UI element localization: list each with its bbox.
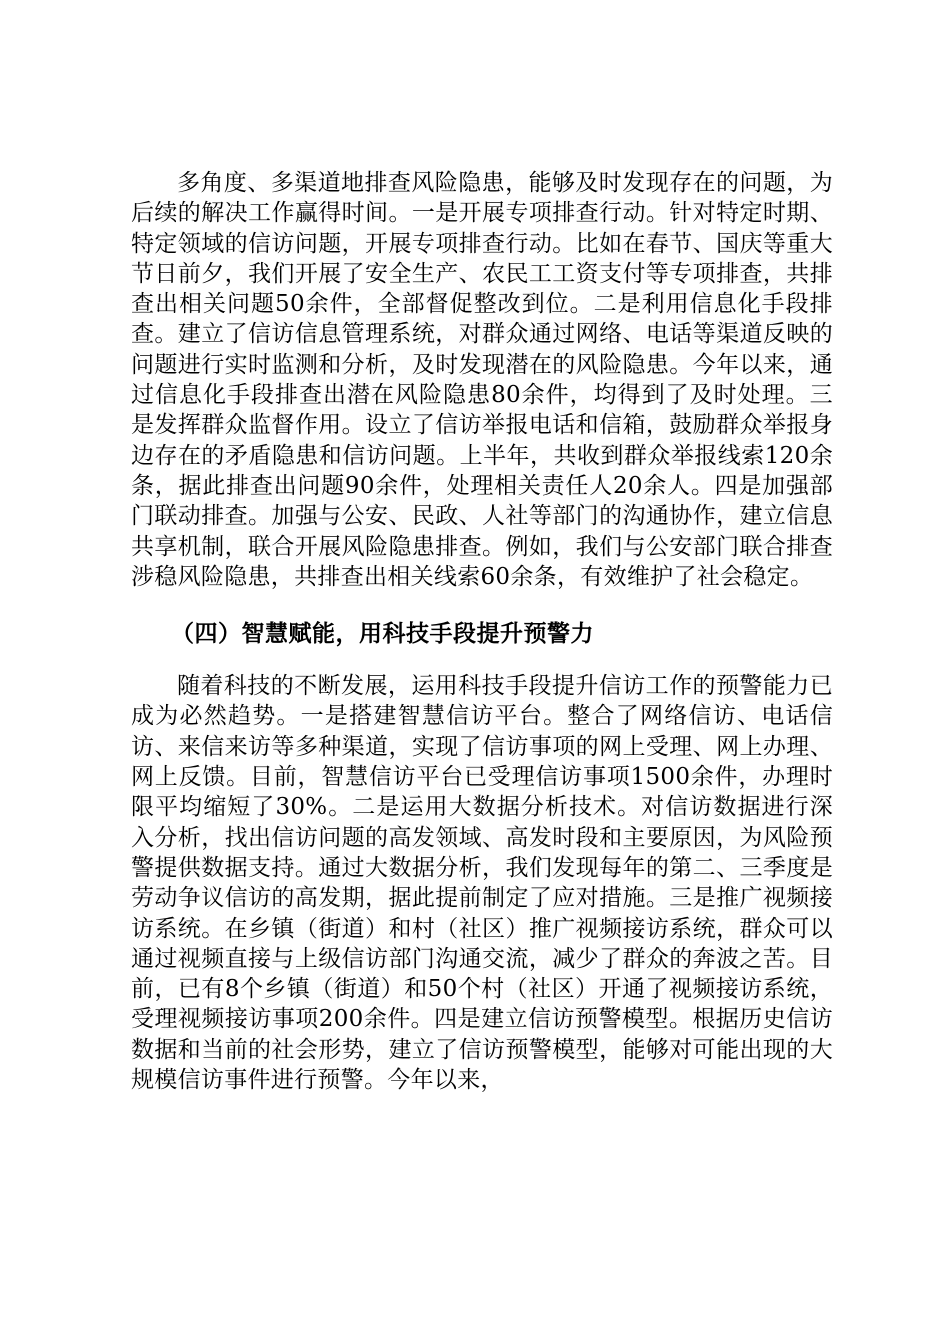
section-heading-smart-empowerment: （四）智慧赋能，用科技手段提升预警力: [171, 621, 594, 648]
document-body: [131, 168, 833, 1095]
paragraph-smart-warning: 随着科技的不断发展，运用科技手段提升信访工作的预警能力已成为必然趋势。一是搭建智慧信访平台。整合了网络信访、电话信访、来信来访等多种渠道，实现了信访事项的网上受理、网上办理、网上反馈。目前，智慧信访平台已受理信访事项1500余件，办理时限平均缩短了30%。二是运用大数据分析技术。对信访数据进行深入分析，找出信访问题的高发领域、高发时段和主要原因，为风险预警提供数据支持。通过大数据分析，我们发现每年的第二、三季度是劳动争议信访的高发期，据此提前制定了应对措施。三是推广视频接访系统。在乡镇（街道）和村（社区）推广视频接访系统，群众可以通过视频直接与上级信访部门沟通交流，减少了群众的奔波之苦。目前，已有8个乡镇（街道）和50个村（社区）开通了视频接访系统，受理视频接访事项200余件。四是建立信访预警模型。根据历史信访数据和当前的社会形势，建立了信访预警模型，能够对可能出现的大规模信访事件进行预警。今年以来，: [131, 673, 833, 1094]
paragraph-risk-screening: 多角度、多渠道地排查风险隐患，能够及时发现存在的问题，为后续的解决工作赢得时间。一是开展专项排查行动。针对特定时期、特定领域的信访问题，开展专项排查行动。比如在春节、国庆等重大节日前夕，我们开展了安全生产、农民工工资支付等专项排查，共排查出相关问题50余件，全部督促整改到位。二是利用信息化手段排查。建立了信访信息管理系统，对群众通过网络、电话等渠道反映的问题进行实时监测和分析，及时发现潜在的风险隐患。今年以来，通过信息化手段排查出潜在风险隐患80余件，均得到了及时处理。三是发挥群众监督作用。设立了信访举报电话和信箱，鼓励群众举报身边存在的矛盾隐患和信访问题。上半年，共收到群众举报线索120余条，据此排查出问题90余件，处理相关责任人20余人。四是加强部门联动排查。加强与公安、民政、人社等部门的沟通协作，建立信息共享机制，联合开展风险隐患排查。例如，我们与公安部门联合排查涉稳风险隐患，共排查出相关线索60余条，有效维护了社会稳定。: [131, 170, 833, 590]
